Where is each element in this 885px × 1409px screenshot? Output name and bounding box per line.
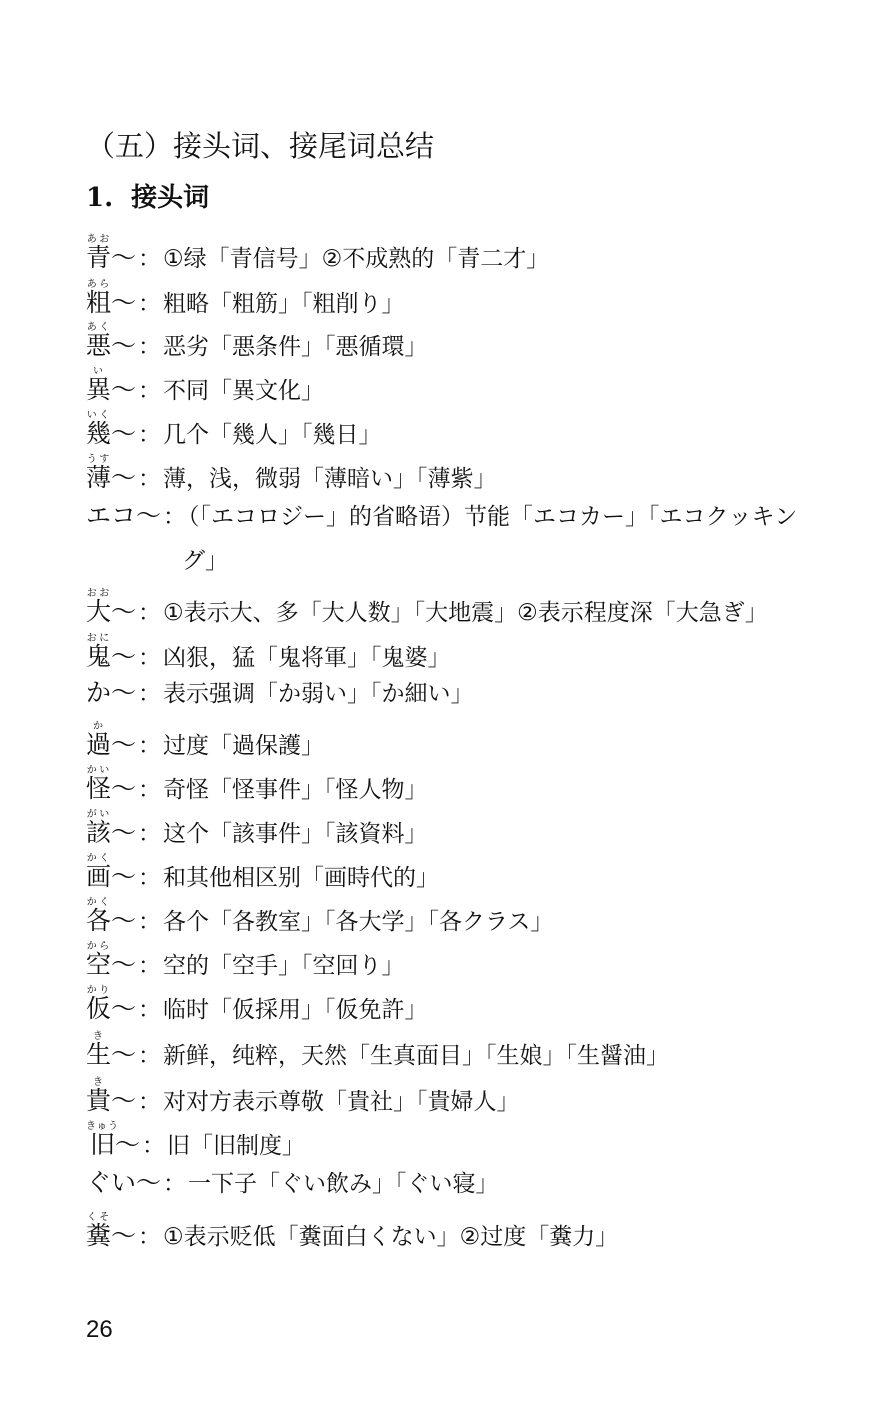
list-item — [86, 588, 768, 629]
list-item — [86, 234, 549, 275]
entry-separator: ： — [138, 865, 162, 891]
entry-description: 薄，浅，微弱「薄暗い」「薄紫」 — [163, 466, 497, 492]
entry-ruby: あお — [86, 234, 112, 245]
entry-prefix-form: ～ — [111, 906, 137, 935]
entry-separator: ： — [138, 1043, 162, 1069]
list-item — [86, 500, 797, 533]
entry-separator: ： — [138, 645, 162, 671]
subsection-number: 1. — [86, 183, 114, 213]
list-item — [86, 809, 428, 850]
list-item — [86, 853, 439, 894]
entry-kanji: 糞くそ — [86, 1212, 112, 1250]
entry-separator: ： — [138, 466, 162, 492]
entry-prefix-form: ぐい～ — [86, 1168, 162, 1197]
entry-prefix-form: エコ～ — [86, 501, 162, 530]
entry-separator: ： — [138, 821, 162, 847]
entry-kanji: 薄うす — [86, 454, 112, 492]
entry-prefix-form: ～ — [111, 1086, 137, 1115]
entry-separator: ： — [138, 422, 162, 448]
list-item — [86, 633, 451, 674]
entry-separator: ： — [138, 997, 162, 1023]
entry-ruby: か — [86, 721, 111, 732]
entry-separator: ： — [138, 733, 162, 759]
entry-prefix-form: ～ — [111, 419, 137, 448]
entry-prefix-form: ～ — [111, 1221, 137, 1250]
entry-prefix-form: ～ — [111, 243, 137, 272]
list-item — [86, 1212, 618, 1253]
entry-description: 新鲜，纯粹，天然「生真面目」「生娘」「生醤油」 — [163, 1043, 670, 1069]
entry-ruby: かり — [86, 985, 112, 996]
entry-ruby: がい — [86, 809, 112, 820]
entry-description: 奇怪「怪事件」「怪人物」 — [163, 777, 428, 803]
entry-kanji: 生き — [86, 1031, 112, 1069]
entry-separator: ： — [138, 953, 162, 979]
entry-description: 临时「仮採用」「仮免許」 — [163, 997, 428, 1023]
entry-separator: ： — [138, 1089, 162, 1115]
entry-ruby: うす — [86, 454, 112, 465]
entry-kanji: 該がい — [86, 809, 112, 847]
section-title: （五）接头词、接尾词总结 — [86, 129, 435, 163]
entry-kanji: 貴き — [86, 1077, 112, 1115]
entry-separator: ： — [142, 1133, 166, 1159]
entry-description: ①绿「青信号」②不成熟的「青二才」 — [163, 246, 550, 272]
entry-description: 对对方表示尊敬「貴社」「貴婦人」 — [163, 1089, 520, 1115]
entry-ruby: き — [86, 1031, 111, 1042]
entry-separator: ： — [138, 246, 162, 272]
entry-prefix-form: ～ — [111, 950, 137, 979]
entry-kanji: 仮かり — [86, 985, 112, 1023]
entry-prefix-form: ～ — [111, 730, 137, 759]
entry-kanji: 粗あら — [86, 279, 112, 317]
entry-prefix-form: ～ — [111, 818, 137, 847]
list-item — [86, 279, 405, 320]
entry-separator: ： — [138, 291, 162, 317]
entry-description: 过度「過保護」 — [163, 733, 325, 759]
entry-prefix-form: ～ — [111, 1040, 137, 1069]
list-item-continuation — [182, 545, 228, 577]
entry-prefix-form: ～ — [111, 375, 137, 404]
entry-description: 各个「各教室」「各大学」「各クラス」 — [163, 909, 554, 935]
entry-description: （「エコロジー」的省略语）节能「エコカー」「エコクッキン — [188, 504, 798, 530]
entry-ruby: かい — [86, 765, 112, 776]
entry-description: 和其他相区别「画時代的」 — [163, 865, 440, 891]
entry-kanji: 各かく — [86, 897, 112, 935]
entry-prefix-form: ～ — [111, 642, 137, 671]
entry-separator: ： — [138, 681, 162, 707]
entry-description: 表示强调「か弱い」「か細い」 — [163, 681, 474, 707]
list-item — [86, 410, 382, 451]
entry-kanji: 大おお — [86, 588, 112, 626]
entry-kanji: 悪あく — [86, 322, 112, 360]
entry-ruby: いく — [86, 410, 112, 421]
entry-ruby: おに — [86, 633, 112, 644]
entry-ruby: い — [86, 366, 111, 377]
list-item — [86, 1121, 305, 1162]
entry-separator: ： — [138, 378, 162, 404]
entry-description: 不同「異文化」 — [163, 378, 325, 404]
entry-separator: ： — [138, 777, 162, 803]
entry-separator: ： — [138, 1224, 162, 1250]
entry-description: ①表示贬低「糞面白くない」②过度「糞力」 — [163, 1224, 619, 1250]
subsection-label: 接头词 — [131, 183, 210, 213]
entry-description: 空的「空手」「空回り」 — [163, 953, 405, 979]
entry-kanji: 怪かい — [86, 765, 112, 803]
page-number: 26 — [86, 1316, 113, 1343]
entry-prefix-form: ～ — [111, 774, 137, 803]
entry-kanji: 青あお — [86, 234, 112, 272]
entry-separator: ： — [138, 334, 162, 360]
entry-ruby: おお — [86, 588, 112, 599]
entry-ruby: あら — [86, 279, 112, 290]
entry-description: グ」 — [182, 548, 228, 574]
list-item — [86, 322, 428, 363]
entry-prefix-form: ～ — [111, 862, 137, 891]
entry-prefix-form: ～ — [111, 994, 137, 1023]
entry-description: 恶劣「悪条件」「悪循環」 — [163, 334, 428, 360]
entry-ruby: かく — [86, 853, 112, 864]
entry-ruby: あく — [86, 322, 112, 333]
entry-prefix-form: ～ — [115, 1130, 141, 1159]
entry-prefix-form: ～ — [111, 463, 137, 492]
entry-description: 粗略「粗筋」「粗削り」 — [163, 291, 405, 317]
entry-description: 一下子「ぐい飲み」「ぐい寝」 — [188, 1171, 499, 1197]
entry-ruby: き — [86, 1077, 111, 1088]
list-item — [86, 765, 428, 806]
entry-prefix-form: ～ — [111, 288, 137, 317]
entry-kanji: 幾いく — [86, 410, 112, 448]
entry-kanji: 旧きゅう — [86, 1121, 119, 1159]
list-item — [86, 366, 324, 407]
list-item — [86, 454, 497, 495]
list-item — [86, 941, 405, 982]
entry-prefix-form: ～ — [111, 331, 137, 360]
list-item — [86, 897, 553, 938]
entry-description: 这个「該事件」「該資料」 — [163, 821, 428, 847]
entry-description: ①表示大、多「大人数」「大地震」②表示程度深「大急ぎ」 — [163, 600, 768, 626]
entry-separator: ： — [138, 600, 162, 626]
entry-separator: ： — [138, 909, 162, 935]
entry-description: 凶狠，猛「鬼将軍」「鬼婆」 — [163, 645, 451, 671]
entry-kanji: 異い — [86, 366, 112, 404]
list-item — [86, 985, 428, 1026]
list-item — [86, 721, 324, 762]
entry-kanji: 過か — [86, 721, 112, 759]
list-item — [86, 677, 474, 710]
list-item — [86, 1031, 669, 1072]
entry-description: 旧「旧制度」 — [167, 1133, 306, 1159]
entry-ruby: かく — [86, 897, 112, 908]
entry-separator: ： — [163, 504, 187, 530]
list-item — [86, 1077, 520, 1118]
entry-ruby: くそ — [86, 1212, 112, 1223]
entry-kanji: 空から — [86, 941, 112, 979]
entry-kanji: 画かく — [86, 853, 112, 891]
entry-description: 几个「幾人」「幾日」 — [163, 422, 382, 448]
entry-ruby: から — [86, 941, 112, 952]
list-item — [86, 1167, 499, 1200]
entry-prefix-form: ～ — [111, 597, 137, 626]
entry-prefix-form: か～ — [86, 678, 137, 707]
entry-separator: ： — [163, 1171, 187, 1197]
entry-ruby: きゅう — [86, 1121, 119, 1132]
entry-kanji: 鬼おに — [86, 633, 112, 671]
